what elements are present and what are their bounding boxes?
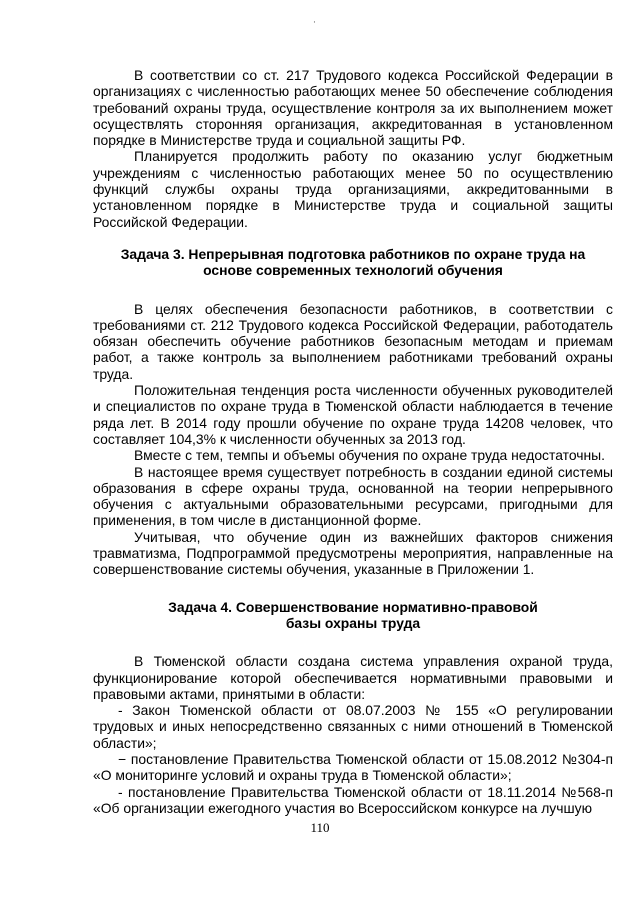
intro-paragraph-2: Планируется продолжить работу по оказанию услуг бюджетным учреждениям с численностью работающих менее 50 по осуществлению функций службы охраны труда организациями, аккредитованными в установленном порядке в Министерстве труда и социальной защиты Российской Федерации.	[93, 148, 613, 230]
task3-paragraph-4: В настоящее время существует потребность в создании единой системы образования в сфере охраны труда, основанной на теории непрерывного обучения с актуальными образовательными ресурсами, пригодными для применения, в том числе в дистанционной форме.	[93, 463, 613, 529]
task3-paragraph-1: В целях обеспечения безопасности работников, в соответствии с требованиями ст. 212 Трудового кодекса Российской Федерации, работодатель обязан обеспечить обучение работников безопасным методам и приемам работ, а также контроль за выполнением работниками требований охраны труда.	[93, 300, 613, 382]
task3-heading	[93, 246, 613, 279]
task4-list-item-2: − постановление Правительства Тюменской области от 15.08.2012 №304-п «О мониторинге условий и охраны труда в Тюменской области»;	[93, 750, 613, 784]
task4-list-item-1: - Закон Тюменской области от 08.07.2003 № 155 «О регулировании трудовых и иных непосредственно связанных с ними отношений в Тюменской области»;	[93, 702, 613, 751]
task3-paragraph-2: Положительная тенденция роста численности обученных руководителей и специалистов по охране труда в Тюменской области наблюдается в течение ряда лет. В 2014 году прошли обучение по охране труда 14208 человек, что составляет 104,3% к численности обученных за 2013 год.	[93, 382, 613, 447]
task3-paragraph-5: Учитывая, что обучение один из важнейших факторов снижения травматизма, Подпрограммой предусмотрены мероприятия, направленные на совершенствование системы обучения, указанные в Приложении 1.	[93, 528, 613, 578]
page-number: 110	[310, 820, 330, 835]
task4-heading-line2: базы охраны труда	[285, 614, 421, 631]
intro-paragraph-1: В соответствии со ст. 217 Трудового кодекса Российской Федерации в организациях с численностью работающих менее 50 обеспечение соблюдения требований охраны труда, осуществление контроля за их выполнением может осуществлять сторонняя организация, аккредитованная в установленном порядке в Министерстве труда и социальной защиты РФ.	[93, 67, 613, 149]
task4-paragraph-1: В Тюменской области создана система управления охраной труда, функционирование которой обеспечивается нормативными правовыми и правовыми актами, принятыми в области:	[93, 653, 613, 702]
top-mark: ·	[313, 18, 316, 28]
task3-heading-line2: основе современных технологий обучения	[203, 262, 503, 279]
page-body	[93, 67, 613, 816]
task4-list-item-3: - постановление Правительства Тюменской области от 18.11.2014 №568-п «Об организации ежегодного участия во Всероссийском конкурсе на лучшую	[93, 783, 613, 816]
task4-heading-line1: Задача 4. Совершенствование нормативно-правовой	[168, 598, 538, 615]
task3-paragraph-3: Вместе с тем, темпы и объемы обучения по охране труда недостаточны.	[134, 447, 606, 464]
task3-heading-line1: Задача 3. Непрерывная подготовка работников по охране труда на	[120, 245, 586, 262]
task4-heading	[93, 599, 613, 632]
